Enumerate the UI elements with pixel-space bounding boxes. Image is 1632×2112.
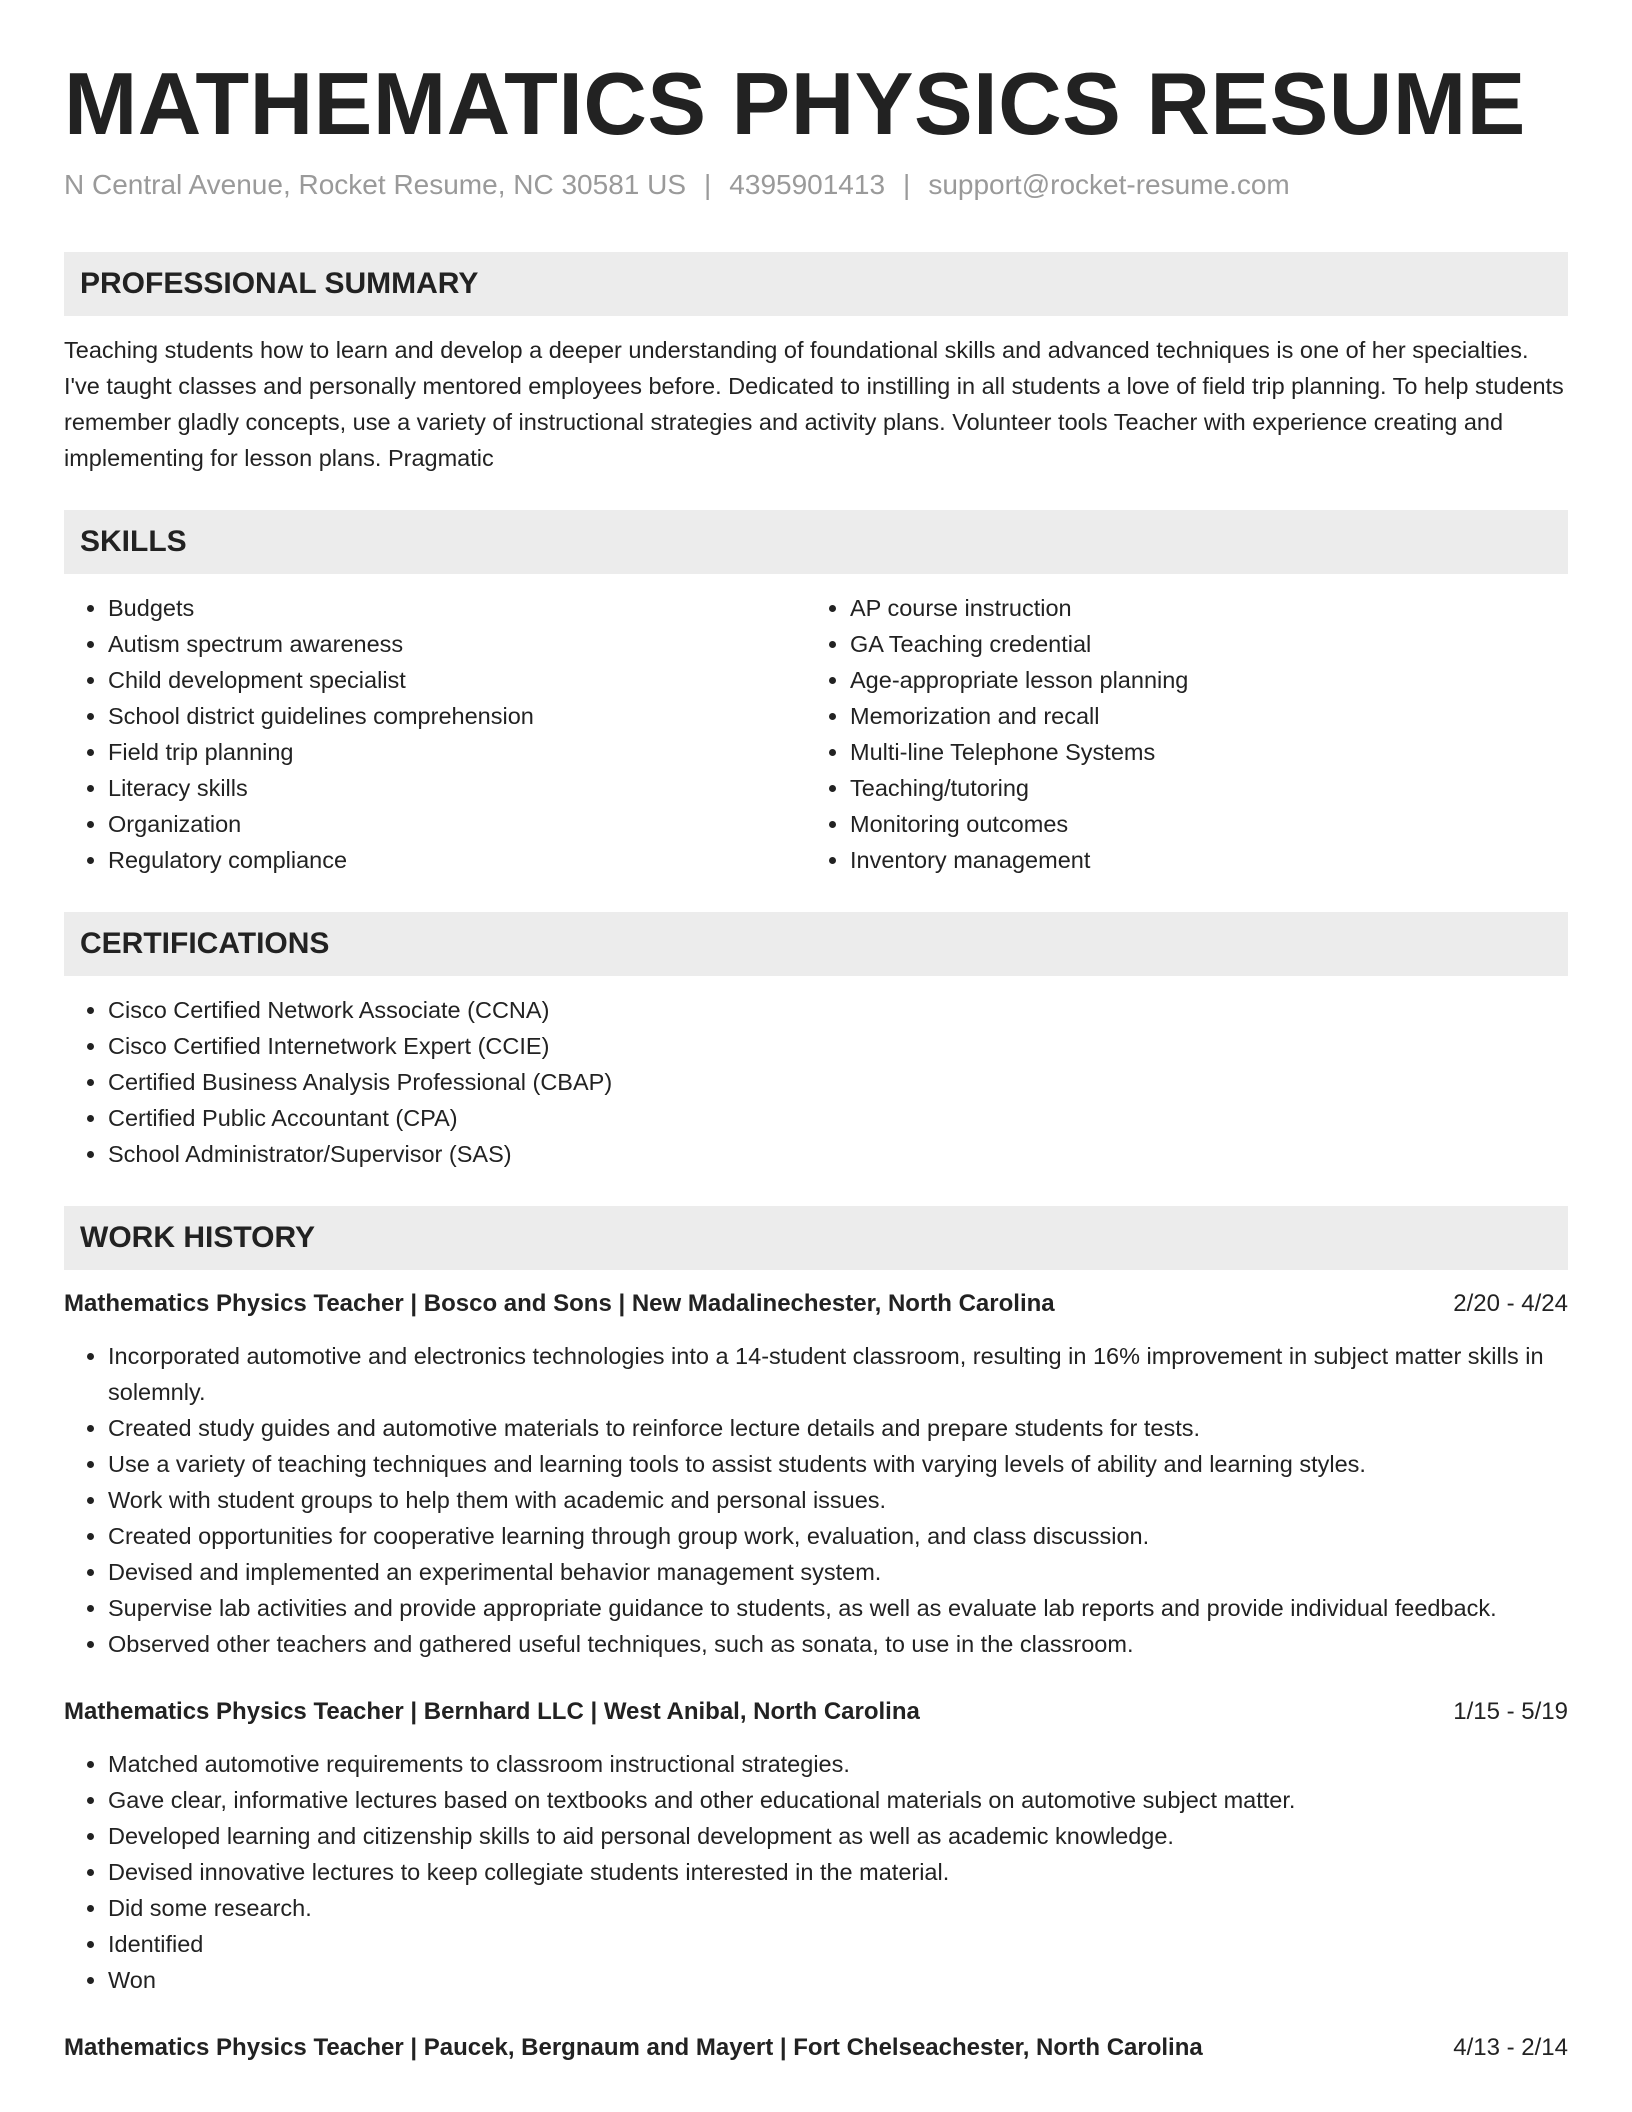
job-bullets (64, 1338, 1568, 1662)
contact-separator: | (903, 169, 911, 200)
job-bullet: • Incorporated automotive and electronics technologies into a 14-student classroom, resulting in 16% improvement in subject matter skills in solemnly. (108, 1338, 1568, 1410)
certification-item: • Certified Public Accountant (CPA) (108, 1100, 1568, 1136)
job-entry (64, 2030, 1568, 2066)
job-bullets (64, 1746, 1568, 1998)
job-header (64, 2030, 1568, 2066)
contact-email: support@rocket-resume.com (928, 169, 1290, 200)
certification-item: • Cisco Certified Network Associate (CCNA) (108, 992, 1568, 1028)
job-bullet: • Devised and implemented an experimental behavior management system. (108, 1554, 1568, 1590)
job-title: Mathematics Physics Teacher | Paucek, Bergnaum and Mayert | Fort Chelseachester, North Carolina (64, 2034, 1203, 2061)
skill-item: • Age-appropriate lesson planning (850, 662, 1548, 698)
skill-item: • Memorization and recall (850, 698, 1548, 734)
job-bullet: • Observed other teachers and gathered useful techniques, such as sonata, to use in the classroom. (108, 1626, 1568, 1662)
certification-item: • School Administrator/Supervisor (SAS) (108, 1136, 1568, 1172)
job-bullet: • Gave clear, informative lectures based on textbooks and other educational materials on automotive subject matter. (108, 1782, 1568, 1818)
contact-address: N Central Avenue, Rocket Resume, NC 30581 US (64, 169, 687, 200)
skills-list-right (806, 590, 1548, 878)
skill-item: • Autism spectrum awareness (108, 626, 806, 662)
skill-item: • Literacy skills (108, 770, 806, 806)
job-bullet: • Developed learning and citizenship skills to aid personal development as well as academic knowledge. (108, 1818, 1568, 1854)
job-bullet: • Did some research. (108, 1890, 1568, 1926)
job-bullet: • Devised innovative lectures to keep collegiate students interested in the material. (108, 1854, 1568, 1890)
job-bullet: • Created opportunities for cooperative learning through group work, evaluation, and class discussion. (108, 1518, 1568, 1554)
contact-phone: 4395901413 (729, 169, 886, 200)
job-entry (64, 1286, 1568, 1662)
work-history-heading: WORK HISTORY (64, 1206, 1568, 1270)
job-bullet: • Use a variety of teaching techniques and learning tools to assist students with varying levels of ability and learning styles. (108, 1446, 1568, 1482)
summary-heading: PROFESSIONAL SUMMARY (64, 252, 1568, 316)
summary-text: Teaching students how to learn and develop a deeper understanding of foundational skills and advanced techniques is one of her specialties. I've taught classes and personally mentored employees before. Dedicated to instilling in all students a love of field trip planning. To help students remember gladly concepts, use a variety of instructional strategies and activity plans. Volunteer tools Teacher with experience creating and implementing for lesson plans. Pragmatic (64, 337, 1564, 471)
skill-item: • AP course instruction (850, 590, 1548, 626)
skill-item: • Inventory management (850, 842, 1548, 878)
skill-item: • School district guidelines comprehension (108, 698, 806, 734)
skill-item: • Teaching/tutoring (850, 770, 1548, 806)
skill-item: • Multi-line Telephone Systems (850, 734, 1548, 770)
job-bullet: • Created study guides and automotive materials to reinforce lecture details and prepare students for tests. (108, 1410, 1568, 1446)
job-title: Mathematics Physics Teacher | Bosco and Sons | New Madalinechester, North Carolina (64, 1290, 1055, 1317)
skill-item: • Field trip planning (108, 734, 806, 770)
skill-item: • Organization (108, 806, 806, 842)
skills-list-left (64, 590, 806, 878)
job-bullet: • Matched automotive requirements to classroom instructional strategies. (108, 1746, 1568, 1782)
skills-grid (64, 590, 1568, 878)
contact-separator: | (704, 169, 712, 200)
job-title: Mathematics Physics Teacher | Bernhard LLC | West Anibal, North Carolina (64, 1698, 920, 1725)
certification-item: • Cisco Certified Internetwork Expert (CCIE) (108, 1028, 1568, 1064)
skill-item: • GA Teaching credential (850, 626, 1548, 662)
certifications-list (64, 992, 1568, 1172)
skill-item: • Regulatory compliance (108, 842, 806, 878)
certification-item: • Certified Business Analysis Professional (CBAP) (108, 1064, 1568, 1100)
resume-title: MATHEMATICS PHYSICS RESUME (64, 54, 1526, 153)
job-bullet: • Won (108, 1962, 1568, 1998)
job-dates: 4/13 - 2/14 (1453, 2034, 1568, 2061)
job-bullet: • Supervise lab activities and provide appropriate guidance to students, as well as evaluate lab reports and provide individual feedback. (108, 1590, 1568, 1626)
certifications-heading: CERTIFICATIONS (64, 912, 1568, 976)
job-dates: 1/15 - 5/19 (1453, 1698, 1568, 1725)
skills-heading: SKILLS (64, 510, 1568, 574)
job-header (64, 1286, 1568, 1322)
skill-item: • Child development specialist (108, 662, 806, 698)
skill-item: • Monitoring outcomes (850, 806, 1548, 842)
resume-page (64, 0, 1568, 2066)
job-header (64, 1694, 1568, 1730)
job-entry (64, 1694, 1568, 1998)
job-bullet: • Work with student groups to help them with academic and personal issues. (108, 1482, 1568, 1518)
skill-item: • Budgets (108, 590, 806, 626)
job-dates: 2/20 - 4/24 (1453, 1290, 1568, 1317)
contact-line (64, 168, 1568, 202)
job-bullet: • Identified (108, 1926, 1568, 1962)
